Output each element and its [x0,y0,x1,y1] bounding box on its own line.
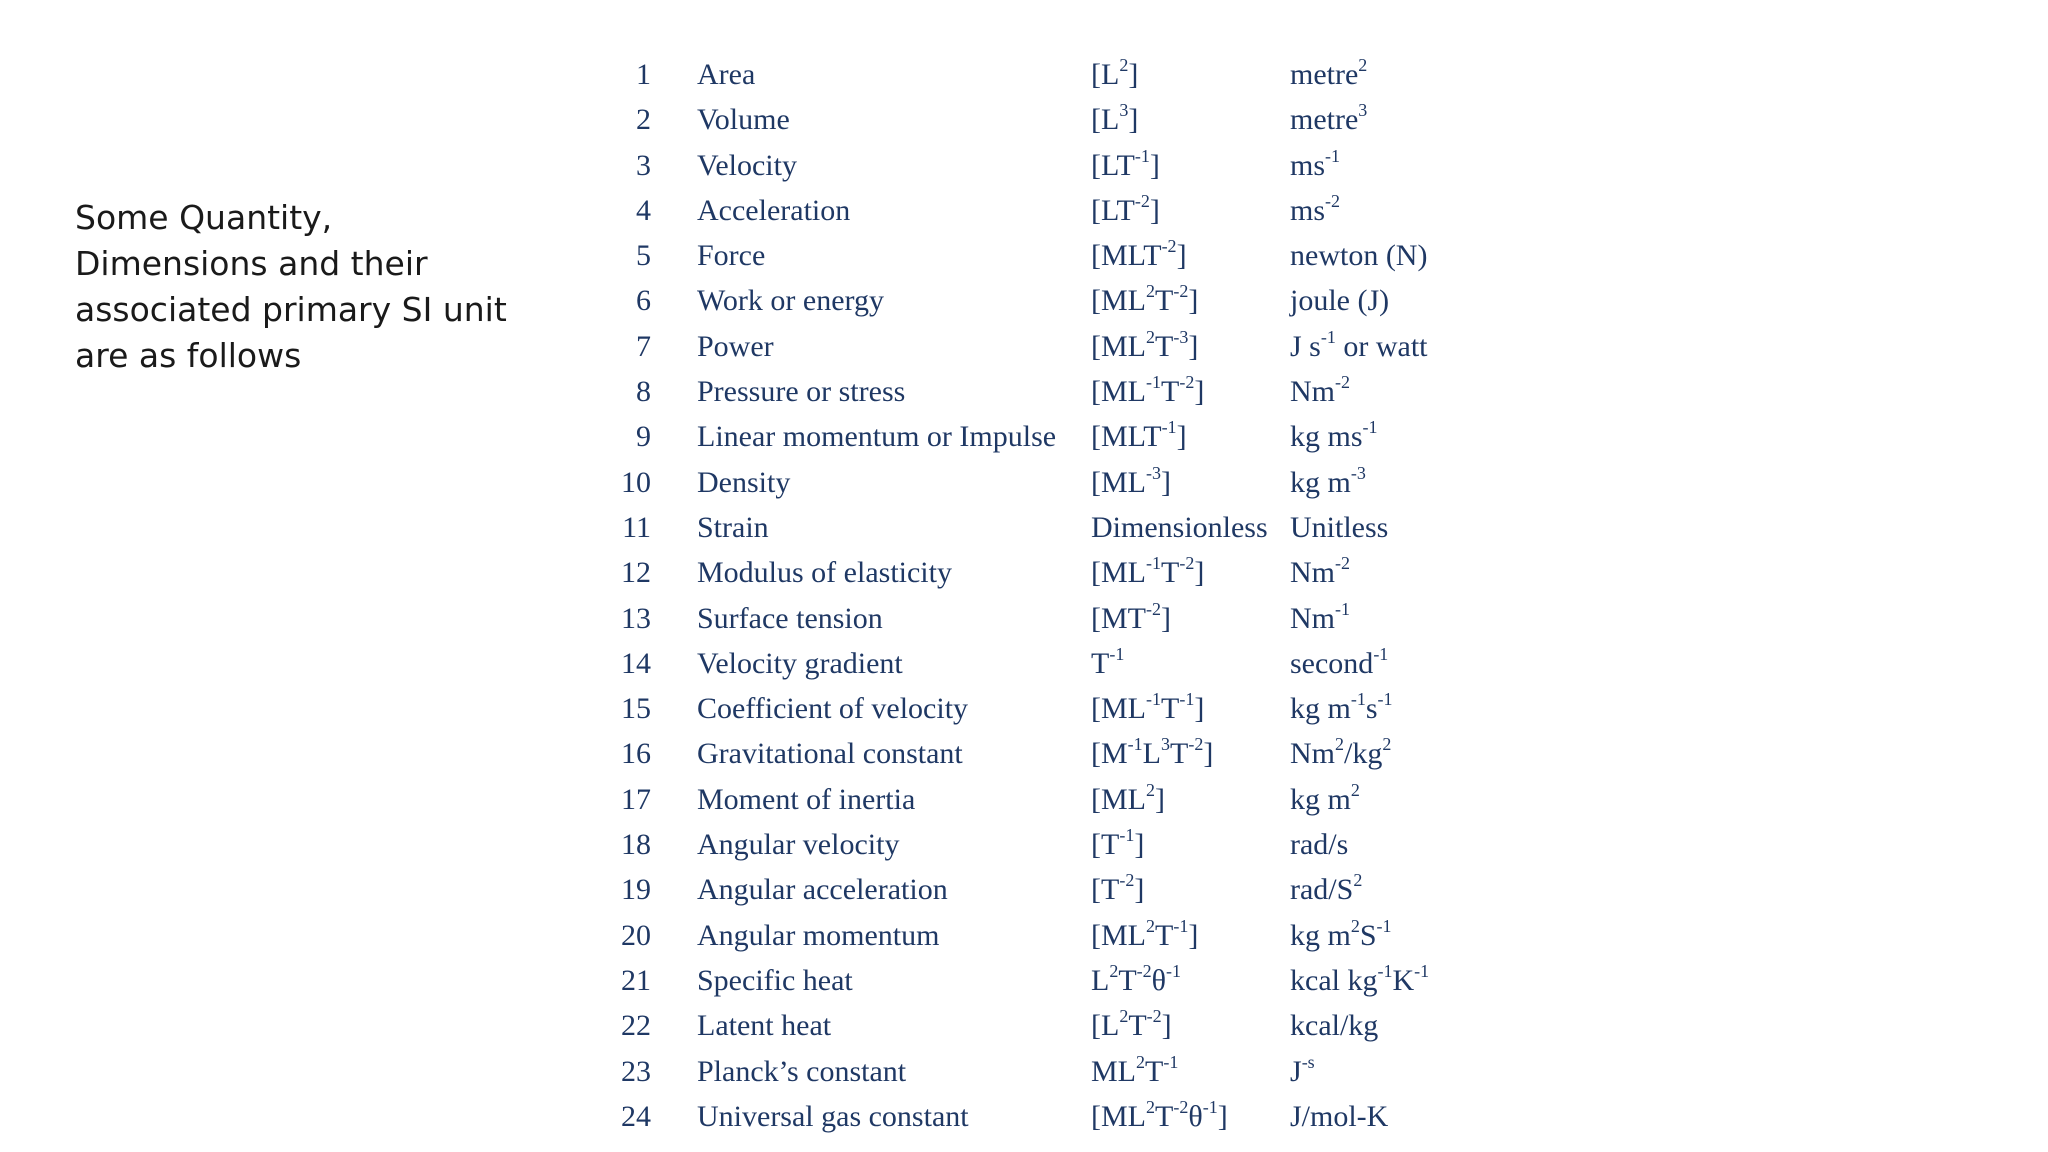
quantity-name: Linear momentum or Impulse [697,420,1057,454]
row-number: 7 [636,329,651,363]
quantity-name: Pressure or stress [697,375,906,409]
si-unit: Unitless [1290,510,1389,544]
row-number: 2 [636,103,651,137]
dimension-formula: $[MLT^{-2}]$ [1091,236,1187,273]
si-unit: $J^{-s}$ [1290,1051,1315,1088]
row-number: 22 [621,1009,651,1043]
quantity-name: Surface tension [697,601,883,635]
quantity-name: Planck’s constant [697,1054,907,1088]
row-number: 1 [636,58,651,91]
dimension-formula: $T^{-1}$ [1091,643,1125,680]
dimension-formula: $[ML^{-1}T^{-2}]$ [1091,553,1205,590]
dimension-formula: $ML^2T^{-1}$ [1091,1051,1179,1088]
table-row [600,505,1500,550]
table-row [600,324,1500,369]
quantity-name: Gravitational constant [697,737,963,771]
table-row [600,777,1500,822]
si-unit: kcal $kg^{-1}K^{-1}$ [1290,960,1430,997]
table-row [600,369,1500,414]
table-row [600,1003,1500,1048]
si-unit: kg $m^{-3}$ [1290,462,1366,499]
quantity-name: Density [697,465,791,499]
dimension-formula: $[LT^{-1}]$ [1091,145,1160,182]
row-number: 13 [621,601,651,635]
si-unit: kcal/kg [1290,1009,1379,1043]
si-unit: kg $m^{-1}s^{-1}$ [1290,689,1393,726]
dimension-formula: $[T^{-2}]$ [1091,870,1145,907]
quantity-name: Power [697,329,774,363]
quantity-dimension-table [600,52,1500,1139]
si-unit: J/mol-K [1290,1099,1389,1133]
table-row [600,550,1500,595]
row-number: 8 [636,375,651,409]
intro-text: Some Quantity, Dimensions and their associated primary SI unit are as follows [75,198,507,375]
table-row [600,278,1500,323]
table-row [600,641,1500,686]
dimension-formula: $[ML^2T^{-3}]$ [1091,326,1199,363]
si-unit: metre$^3$ [1290,100,1368,137]
quantity-name: Velocity gradient [697,646,903,680]
si-unit: $Nm^{-2}$ [1290,553,1350,590]
dimension-formula: $[L^2]$ [1091,55,1139,91]
row-number: 4 [636,193,651,227]
si-unit: kg $m^2$ [1290,779,1360,816]
dimension-formula: $[ML^2T^{-1}]$ [1091,915,1199,952]
si-unit: rad/$S^2$ [1290,870,1363,907]
quantity-name: Velocity [697,148,797,182]
quantity-name: Angular acceleration [697,873,948,907]
row-number: 18 [621,828,651,862]
quantity-name: Specific heat [697,963,853,997]
si-unit: metre$^2$ [1290,55,1368,91]
quantity-name: Moment of inertia [697,782,916,816]
dimension-formula: $[MT^{-2}]$ [1091,598,1171,635]
row-number: 9 [636,420,651,454]
dimension-formula: $[LT^{-2}]$ [1091,190,1160,227]
row-number: 19 [621,873,651,907]
si-unit: $Nm^{-1}$ [1290,598,1350,635]
quantity-name: Strain [697,510,769,544]
dimension-formula: Dimensionless [1091,510,1268,544]
dimension-formula: $[T^{-1}]$ [1091,825,1145,862]
table-row [600,233,1500,278]
table-row [600,731,1500,776]
quantity-name: Angular velocity [697,828,900,862]
row-number: 16 [621,737,651,771]
row-number: 12 [621,556,651,590]
quantity-name: Volume [697,103,790,137]
table-row [600,1094,1500,1139]
row-number: 11 [622,510,651,544]
row-number: 15 [621,692,651,726]
si-unit: $Nm^2/kg^2$ [1290,734,1392,771]
dimension-formula: $[ML^2T^{-2}]$ [1091,281,1199,318]
quantity-name: Modulus of elasticity [697,556,952,590]
si-unit: joule (J) [1290,284,1390,318]
dimension-formula: $[M^{-1}L^3T^{-2}]$ [1091,734,1214,771]
table-row [600,867,1500,912]
table-row [600,686,1500,731]
quantity-name: Area [697,58,756,91]
table-row [600,913,1500,958]
row-number: 21 [621,963,651,997]
si-unit: kg $ms^{-1}$ [1290,417,1378,454]
si-unit: second$^{-1}$ [1290,643,1389,680]
quantity-name: Angular momentum [697,918,940,952]
dimension-formula: $[ML^2]$ [1091,779,1165,816]
row-number: 23 [621,1054,651,1088]
row-number: 6 [636,284,651,318]
si-unit: newton (N) [1290,239,1428,273]
row-number: 20 [621,918,651,952]
dimension-formula: $[ML^{-1}T^{-2}]$ [1091,372,1205,409]
row-number: 14 [621,646,651,680]
si-unit: $Nm^{-2}$ [1290,372,1350,409]
table-row [600,97,1500,142]
row-number: 17 [621,782,651,816]
dimension-formula: $[ML^{-3}]$ [1091,462,1171,499]
si-unit: $ms^{-1}$ [1290,145,1341,182]
quantity-name: Acceleration [697,193,851,227]
row-number: 10 [621,465,651,499]
dimension-formula: $[ML^{-1}T^{-1}]$ [1091,689,1205,726]
quantity-name: Force [697,239,766,273]
table-row [600,460,1500,505]
quantity-name: Work or energy [697,284,884,318]
dimension-formula: $L^2T^{-2}\theta^{-1}$ [1091,960,1182,997]
table-row [600,143,1500,188]
row-number: 24 [621,1099,651,1133]
si-unit: $ms^{-2}$ [1290,190,1341,227]
table-row [600,52,1500,97]
table-row [600,1049,1500,1094]
si-unit: rad/s [1290,828,1349,862]
si-unit: J $s^{-1}$ or watt [1290,326,1428,363]
table-row [600,596,1500,641]
row-number: 5 [636,239,651,273]
quantity-name: Coefficient of velocity [697,692,969,726]
table-row [600,414,1500,459]
si-unit: kg $m^2S^{-1}$ [1290,915,1392,952]
table-row [600,188,1500,233]
dimension-formula: $[ML^2T^{-2}\theta^{-1}]$ [1091,1096,1228,1133]
dimension-formula: $[MLT^{-1}]$ [1091,417,1187,454]
table-row [600,822,1500,867]
quantity-name: Latent heat [697,1009,832,1043]
row-number: 3 [636,148,651,182]
quantity-name: Universal gas constant [697,1099,969,1133]
dimension-formula: $[L^2T^{-2}]$ [1091,1006,1172,1043]
dimension-formula: $[L^3]$ [1091,100,1139,137]
table-row [600,958,1500,1003]
